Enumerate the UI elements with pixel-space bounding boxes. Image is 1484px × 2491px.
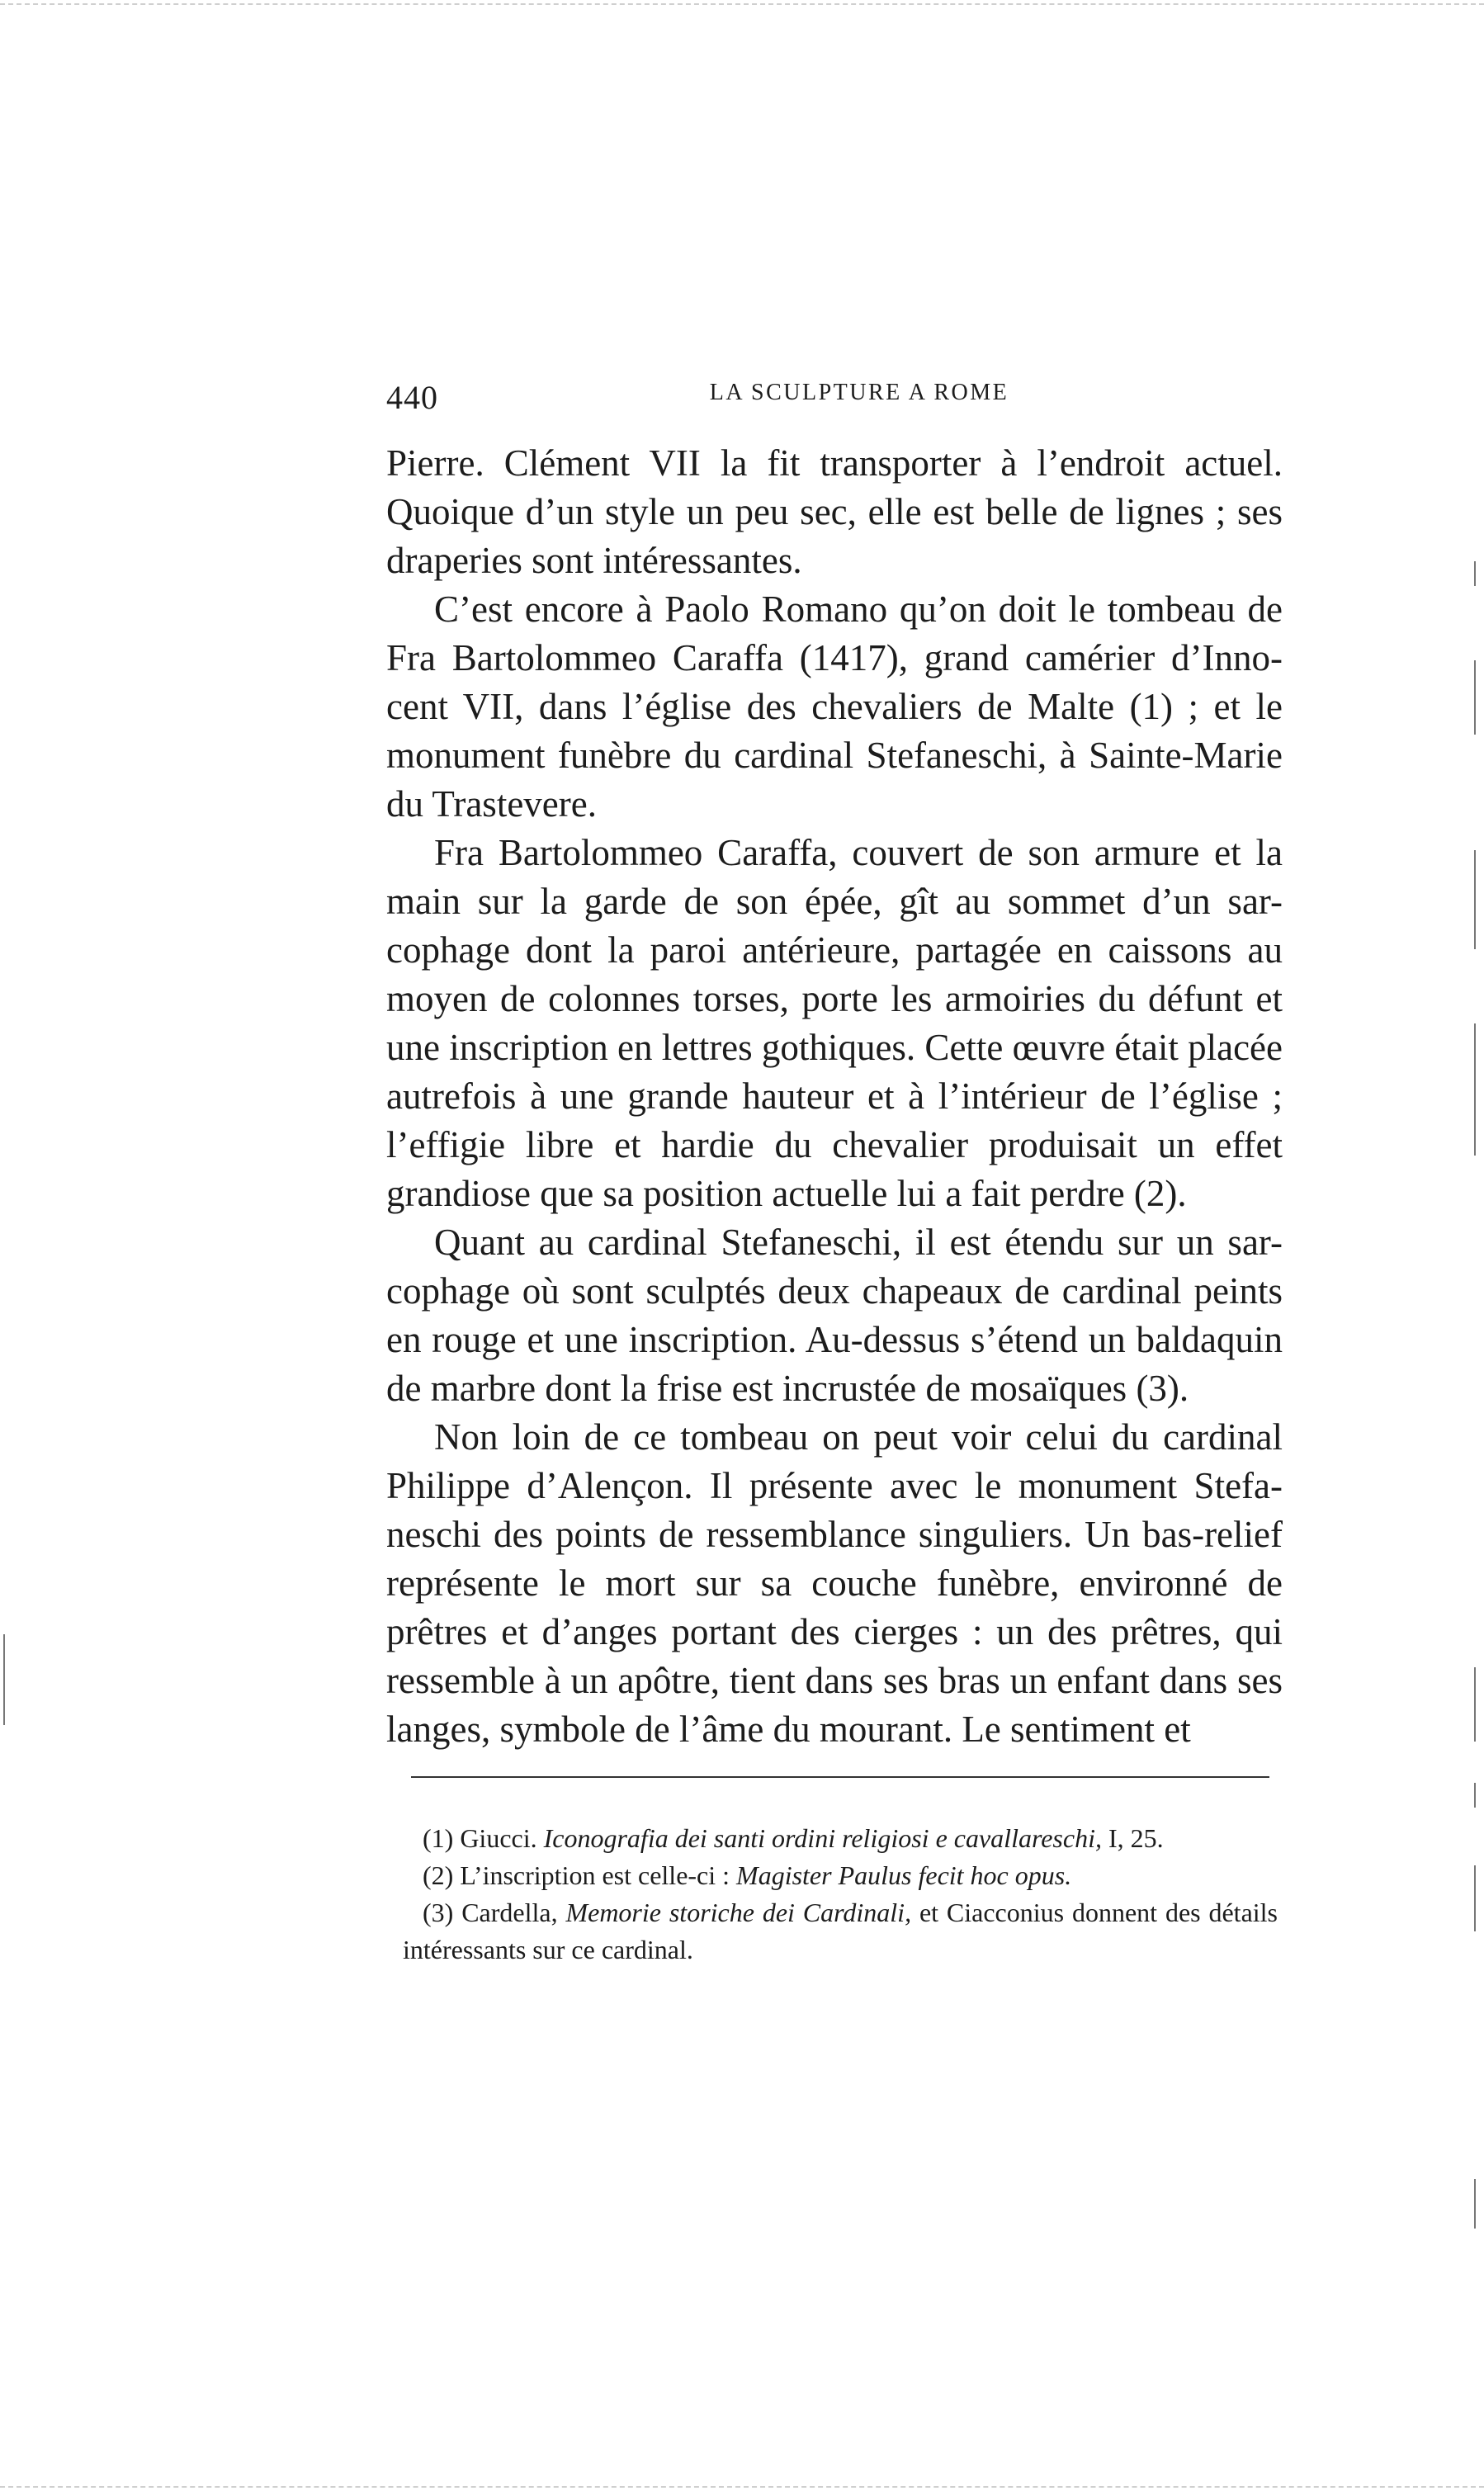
footnote-prefix: Cardella, xyxy=(461,1898,558,1927)
paragraph: C’est encore à Paolo Romano qu’on doit le tombeau de Fra Bartolommeo Caraffa (1417), grand camérier d’Inno-cent VII, dans l’église des chevaliers de Malte (1) ; et le monument funèbre du cardinal Stefaneschi, à Sainte-Marie du Trastevere. xyxy=(386,588,1283,825)
paragraph: Fra Bartolommeo Caraffa, couvert de son armure et la main sur la garde de son épée, gît au sommet d’un sar-cophage dont la paroi antérieure, partagée en caissons au moyen de colonnes torses, porte les armoiries du défunt et une inscription en lettres gothiques. Cette œuvre était placée autrefois à une grande hauteur et à l’intérieur de l’église ; l’effigie libre et hardie du chevalier produisait un effet grandiose que sa position actuelle lui a fait perdre (2). xyxy=(386,832,1283,1214)
scan-margin-mark xyxy=(1474,660,1476,735)
running-title: LA SCULPTURE A ROME xyxy=(709,380,1009,405)
paragraph: Non loin de ce tombeau on peut voir celui du cardinal Philippe d’Alençon. Il présente avec le monument Stefa-neschi des points de ressemblance singuliers. Un bas-relief représente le mort sur sa couche funèbre, environné de prêtres et d’anges portant des cierges : un des prêtres, qui ressemble à un apôtre, tient dans ses bras un enfant dans ses langes, symbole de l’âme du mourant. Le sentiment et xyxy=(386,1416,1283,1750)
paragraph: Quant au cardinal Stefaneschi, il est étendu sur un sar-cophage où sont sculptés deux chapeaux de cardinal peints en rouge et une inscription. Au-dessus s’étend un baldaquin de marbre dont la frise est incrustée de mosaïques (3). xyxy=(386,1222,1283,1409)
scan-margin-mark xyxy=(1474,1865,1476,1931)
footnote-marker: (3) xyxy=(423,1898,454,1927)
footnote-title: Magister Paulus fecit hoc opus. xyxy=(736,1860,1072,1890)
scan-bottom-edge xyxy=(0,2486,1484,2488)
paragraph: Pierre. Clément VII la fit transporter à l’endroit actuel. Quoique d’un style un peu sec, elle est belle de lignes ; ses draperies sont intéressantes. xyxy=(386,442,1283,581)
scan-margin-mark xyxy=(3,1634,5,1725)
footnote xyxy=(403,1857,1278,1894)
footnotes xyxy=(403,1820,1278,1969)
footnote xyxy=(403,1820,1278,1857)
body-text xyxy=(386,439,1283,1754)
footnote xyxy=(403,1894,1278,1969)
scan-margin-mark xyxy=(1474,1783,1476,1808)
scan-top-edge xyxy=(0,3,1484,5)
footnote-marker: (1) xyxy=(423,1823,454,1853)
footnote-suffix: et Ciacconius donnent des détails intéressants sur ce cardinal. xyxy=(403,1898,1278,1964)
scan-margin-mark xyxy=(1474,2179,1476,2229)
footnote-title: Iconografia dei santi ordini religiosi e cavallareschi, xyxy=(543,1823,1102,1853)
footnote-prefix: Giucci. xyxy=(460,1823,537,1853)
scan-margin-mark xyxy=(1474,1667,1476,1742)
footnote-prefix: L’inscription est celle-ci : xyxy=(460,1860,730,1890)
footnote-rule xyxy=(411,1776,1269,1778)
scan-margin-mark xyxy=(1474,1023,1476,1156)
footnote-title: Memorie storiche dei Cardinali, xyxy=(565,1898,912,1927)
scan-margin-mark xyxy=(1474,561,1476,586)
footnote-marker: (2) xyxy=(423,1860,454,1890)
running-head xyxy=(386,373,1283,423)
scan-margin-mark xyxy=(1474,850,1476,949)
footnote-suffix: I, 25. xyxy=(1108,1823,1164,1853)
page-number: 440 xyxy=(386,379,438,416)
